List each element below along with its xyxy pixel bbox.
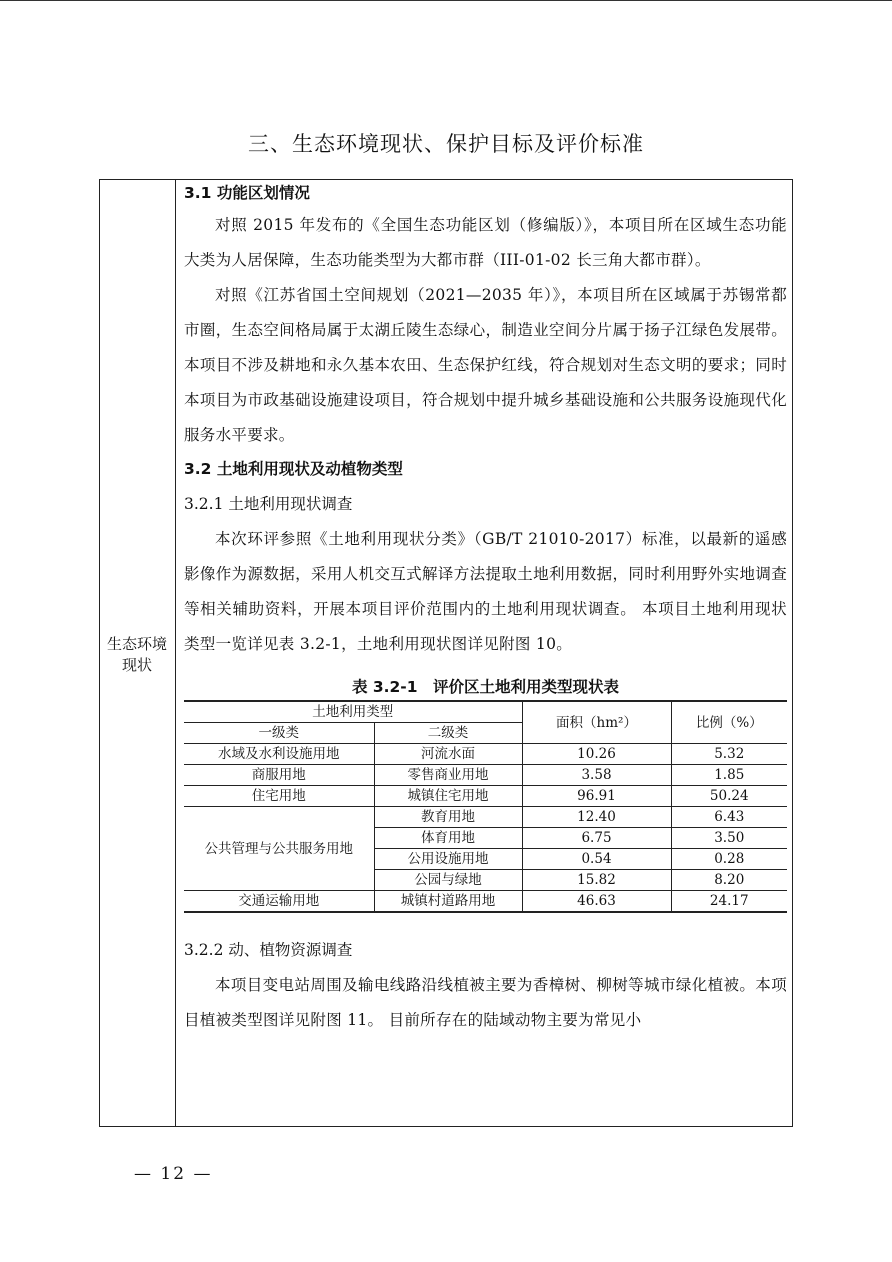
- subsection-heading-3-2-1: 3.2.1 土地利用现状调查: [184, 495, 353, 513]
- section-heading-3-2: 3.2 土地利用现状及动植物类型: [184, 460, 403, 478]
- table-row: [184, 744, 787, 765]
- cell-ratio: 8.20: [671, 870, 787, 891]
- cell-area: 3.58: [522, 765, 671, 786]
- header-ratio: 比例（%）: [671, 701, 787, 744]
- cell-level1: 水域及水利设施用地: [184, 744, 374, 765]
- cell-level1: 住宅用地: [184, 786, 374, 807]
- cell-level2: 公用设施用地: [374, 849, 522, 870]
- header-area: 面积（hm²）: [522, 701, 671, 744]
- cell-ratio: 1.85: [671, 765, 787, 786]
- section-heading-3-1: 3.1 功能区划情况: [184, 184, 310, 202]
- cell-level1: 交通运输用地: [184, 891, 374, 913]
- table-header-row: [184, 701, 787, 723]
- table-row: [184, 891, 787, 913]
- paragraph: 对照 2015 年发布的《全国生态功能区划（修编版）》，本项目所在区域生态功能大类为人居保障，生态功能类型为大都市群（III-01-02 长三角大都市群）。: [184, 216, 787, 269]
- paragraph: 对照《江苏省国土空间规划（2021—2035 年）》，本项目所在区域属于苏锡常都市圈，生态空间格局属于太湖丘陵生态绿心，制造业空间分片属于扬子江绿色发展带。本项目不涉及耕地和永久基本农田、生态保护红线，符合规划对生态文明的要求；同时本项目为市政基础设施建设项目，符合规划中提升城乡基础设施和公共服务设施现代化服务水平要求。: [184, 286, 787, 444]
- cell-area: 46.63: [522, 891, 671, 913]
- cell-level1-merged: 公共管理与公共服务用地: [184, 807, 374, 891]
- cell-area: 12.40: [522, 807, 671, 828]
- table-row: [184, 807, 787, 828]
- top-border-line: [0, 0, 892, 1]
- subsection-heading-3-2-2: 3.2.2 动、植物资源调查: [184, 941, 353, 959]
- cell-ratio: 0.28: [671, 849, 787, 870]
- paragraph: 本项目变电站周围及输电线路沿线植被主要为香樟树、柳树等城市绿化植被。本项目植被类型图详见附图 11。 目前所存在的陆域动物主要为常见小: [184, 976, 787, 1029]
- cell-level2: 河流水面: [374, 744, 522, 765]
- page-title: 三、生态环境现状、保护目标及评价标准: [248, 132, 644, 156]
- table-caption: 表 3.2-1 评价区土地利用类型现状表: [351, 678, 620, 696]
- cell-ratio: 6.43: [671, 807, 787, 828]
- cell-ratio: 50.24: [671, 786, 787, 807]
- cell-level2: 公园与绿地: [374, 870, 522, 891]
- cell-level2: 零售商业用地: [374, 765, 522, 786]
- header-level2: 二级类: [374, 723, 522, 744]
- cell-level2: 城镇村道路用地: [374, 891, 522, 913]
- cell-area: 0.54: [522, 849, 671, 870]
- cell-area: 15.82: [522, 870, 671, 891]
- paragraph: 本次环评参照《土地利用现状分类》（GB/T 21010-2017）标准，以最新的遥感影像作为源数据，采用人机交互式解译方法提取土地利用数据，同时利用野外实地调查等相关辅助资料，开展本项目评价范围内的土地利用现状调查。 本项目土地利用现状类型一览详见表 3.2-1，土地利用现状图详见附图 10。: [184, 530, 787, 653]
- content-frame: [99, 179, 793, 1127]
- table-row: [184, 786, 787, 807]
- cell-ratio: 24.17: [671, 891, 787, 913]
- land-use-table: [184, 700, 787, 913]
- page-number: — 12 —: [134, 1164, 213, 1184]
- cell-ratio: 5.32: [671, 744, 787, 765]
- header-level1: 一级类: [184, 723, 374, 744]
- header-land-use-type: 土地利用类型: [184, 701, 522, 723]
- left-label-column: [100, 180, 176, 1126]
- cell-level2: 教育用地: [374, 807, 522, 828]
- main-content: [184, 180, 787, 1038]
- cell-level1: 商服用地: [184, 765, 374, 786]
- cell-area: 10.26: [522, 744, 671, 765]
- cell-level2: 城镇住宅用地: [374, 786, 522, 807]
- cell-level2: 体育用地: [374, 828, 522, 849]
- cell-area: 96.91: [522, 786, 671, 807]
- table-row: [184, 765, 787, 786]
- left-label: 生态环境现状: [106, 635, 167, 674]
- cell-ratio: 3.50: [671, 828, 787, 849]
- cell-area: 6.75: [522, 828, 671, 849]
